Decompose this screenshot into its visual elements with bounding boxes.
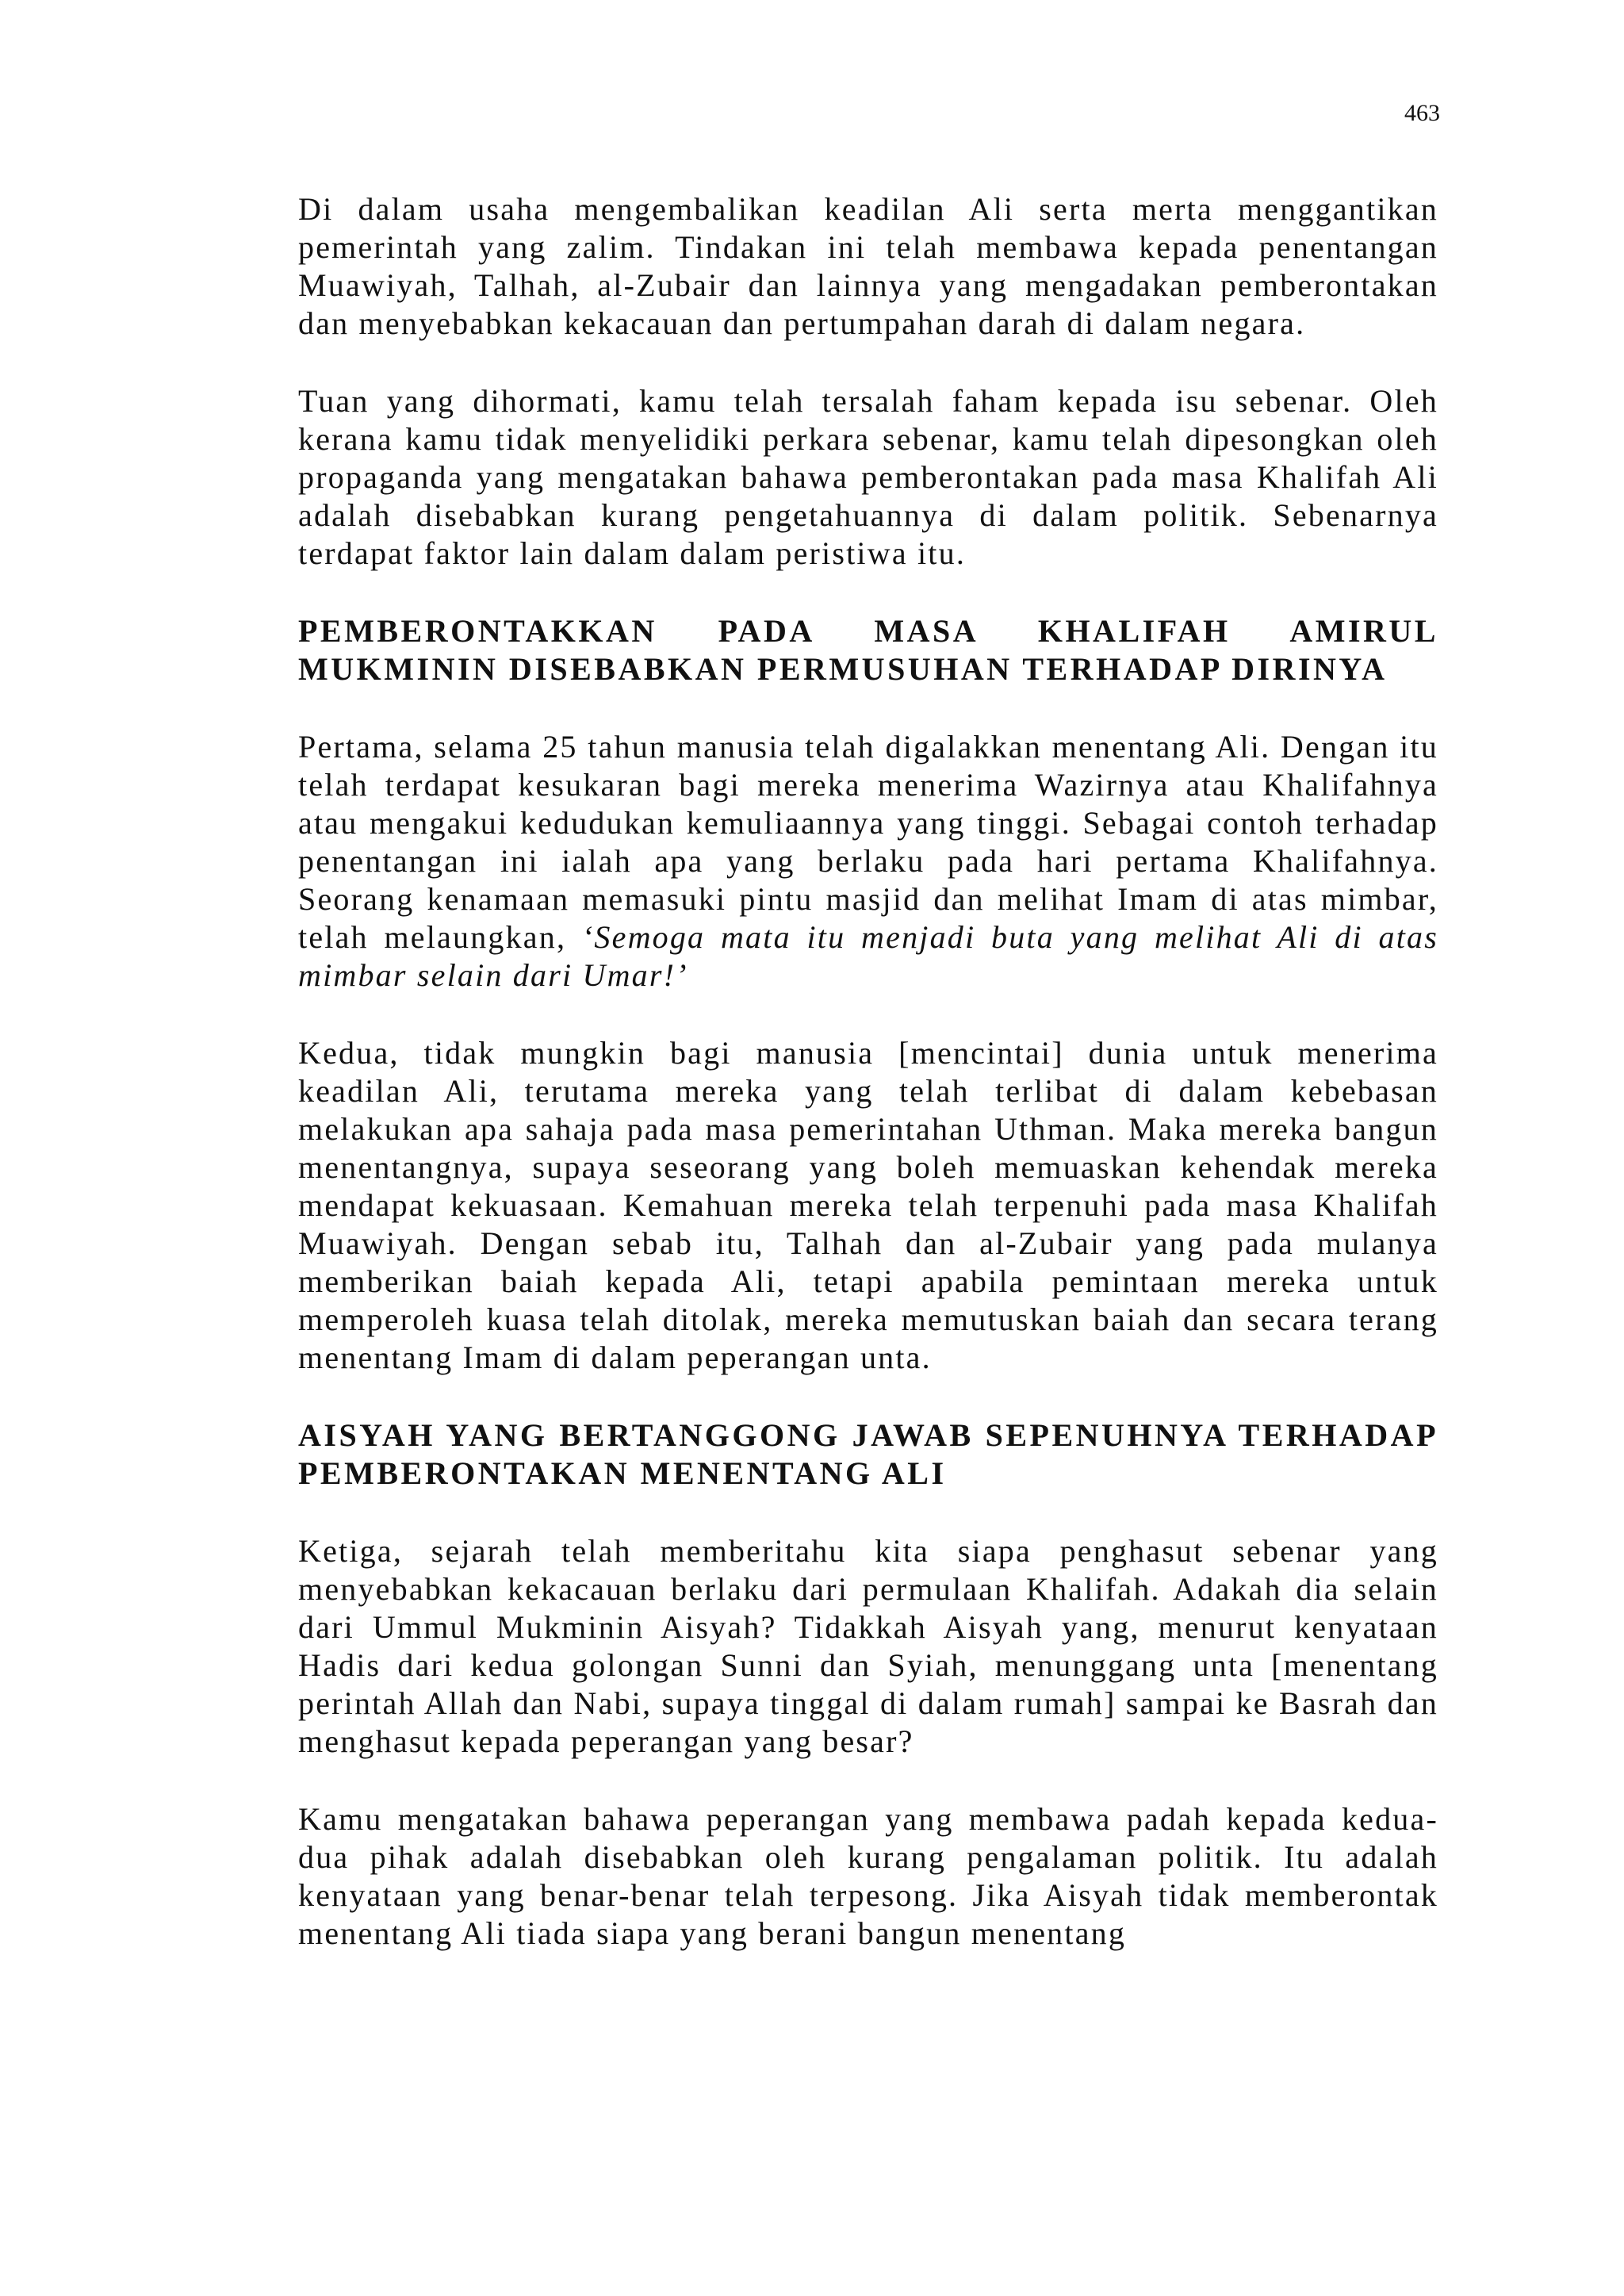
paragraph-5: Ketiga, sejarah telah memberitahu kita siapa penghasut sebenar yang menyebabkan kekacauan berlaku dari permulaan Khalifah. Adakah dia selain dari Ummul Mukminin Aisyah? Tidakkah Aisyah yang, menurut kenyataan Hadis dari kedua golongan Sunni dan Syiah, menunggang unta [menentang perintah Allah dan Nabi, supaya tinggal di dalam rumah] sampai ke Basrah dan menghasut kepada peperangan yang besar? [298,1533,1438,1759]
paragraph-4: Kedua, tidak mungkin bagi manusia [mencintai] dunia untuk menerima keadilan Ali, terutama mereka yang telah terlibat di dalam kebebasan melakukan apa sahaja pada masa pemerintahan Uthman. Maka mereka bangun menentangnya, supaya seseorang yang boleh memuaskan kehendak mereka mendapat kekuasaan. Kemahuan mereka telah terpenuhi pada masa Khalifah Muawiyah. Dengan sebab itu, Talhah dan al-Zubair yang pada mulanya memberikan baiah kepada Ali, tetapi apabila pemintaan mereka untuk memperoleh kuasa telah ditolak, mereka memutuskan baiah dan secara terang menentang Imam di dalam peperangan unta. [298,1035,1438,1375]
page-number: 463 [1404,100,1440,126]
paragraph-1: Di dalam usaha mengembalikan keadilan Ali serta merta menggantikan pemerintah yang zalim. Tindakan ini telah membawa kepada penentangan Muawiyah, Talhah, al-Zubair dan lainnya yang mengadakan pemberontakan dan menyebabkan kekacauan dan pertumpahan darah di dalam negara. [298,191,1438,341]
document-body [298,190,1438,1992]
section-heading-1: PEMBERONTAKKAN PADA MASA KHALIFAH AMIRUL MUKMININ DISEBABKAN PERMUSUHAN TERHADAP DIRINYA [298,613,1438,687]
paragraph-2: Tuan yang dihormati, kamu telah tersalah faham kepada isu sebenar. Oleh kerana kamu tidak menyelidiki perkara sebenar, kamu telah dipesongkan oleh propaganda yang mengatakan bahawa pemberontakan pada masa Khalifah Ali adalah disebabkan kurang pengetahuannya di dalam politik. Sebenarnya terdapat faktor lain dalam dalam peristiwa itu. [298,383,1438,571]
paragraph-6: Kamu mengatakan bahawa peperangan yang membawa padah kepada kedua-dua pihak adalah disebabkan oleh kurang pengalaman politik. Itu adalah kenyataan yang benar-benar telah terpesong. Jika Aisyah tidak memberontak menentang Ali tiada siapa yang berani bangun menentang [298,1801,1438,1951]
section-heading-2: AISYAH YANG BERTANGGONG JAWAB SEPENUHNYA TERHADAP PEMBERONTAKAN MENENTANG ALI [298,1417,1438,1491]
paragraph-3-quote: ‘Semoga mata itu menjadi buta yang melihat Ali di atas mimbar selain dari Umar!’ [298,919,1439,993]
paragraph-3 [298,728,1438,995]
paragraph-3-text: Pertama, selama 25 tahun manusia telah digalakkan menentang Ali. Dengan itu telah terdapat kesukaran bagi mereka menerima Wazirnya atau Khalifahnya atau mengakui kedudukan kemuliaannya yang tinggi. Sebagai contoh terhadap penentangan ini ialah apa yang berlaku pada hari pertama Khalifahnya. Seorang kenamaan memasuki pintu masjid dan melihat Imam di atas mimbar, telah melaungkan, [298,729,1438,955]
